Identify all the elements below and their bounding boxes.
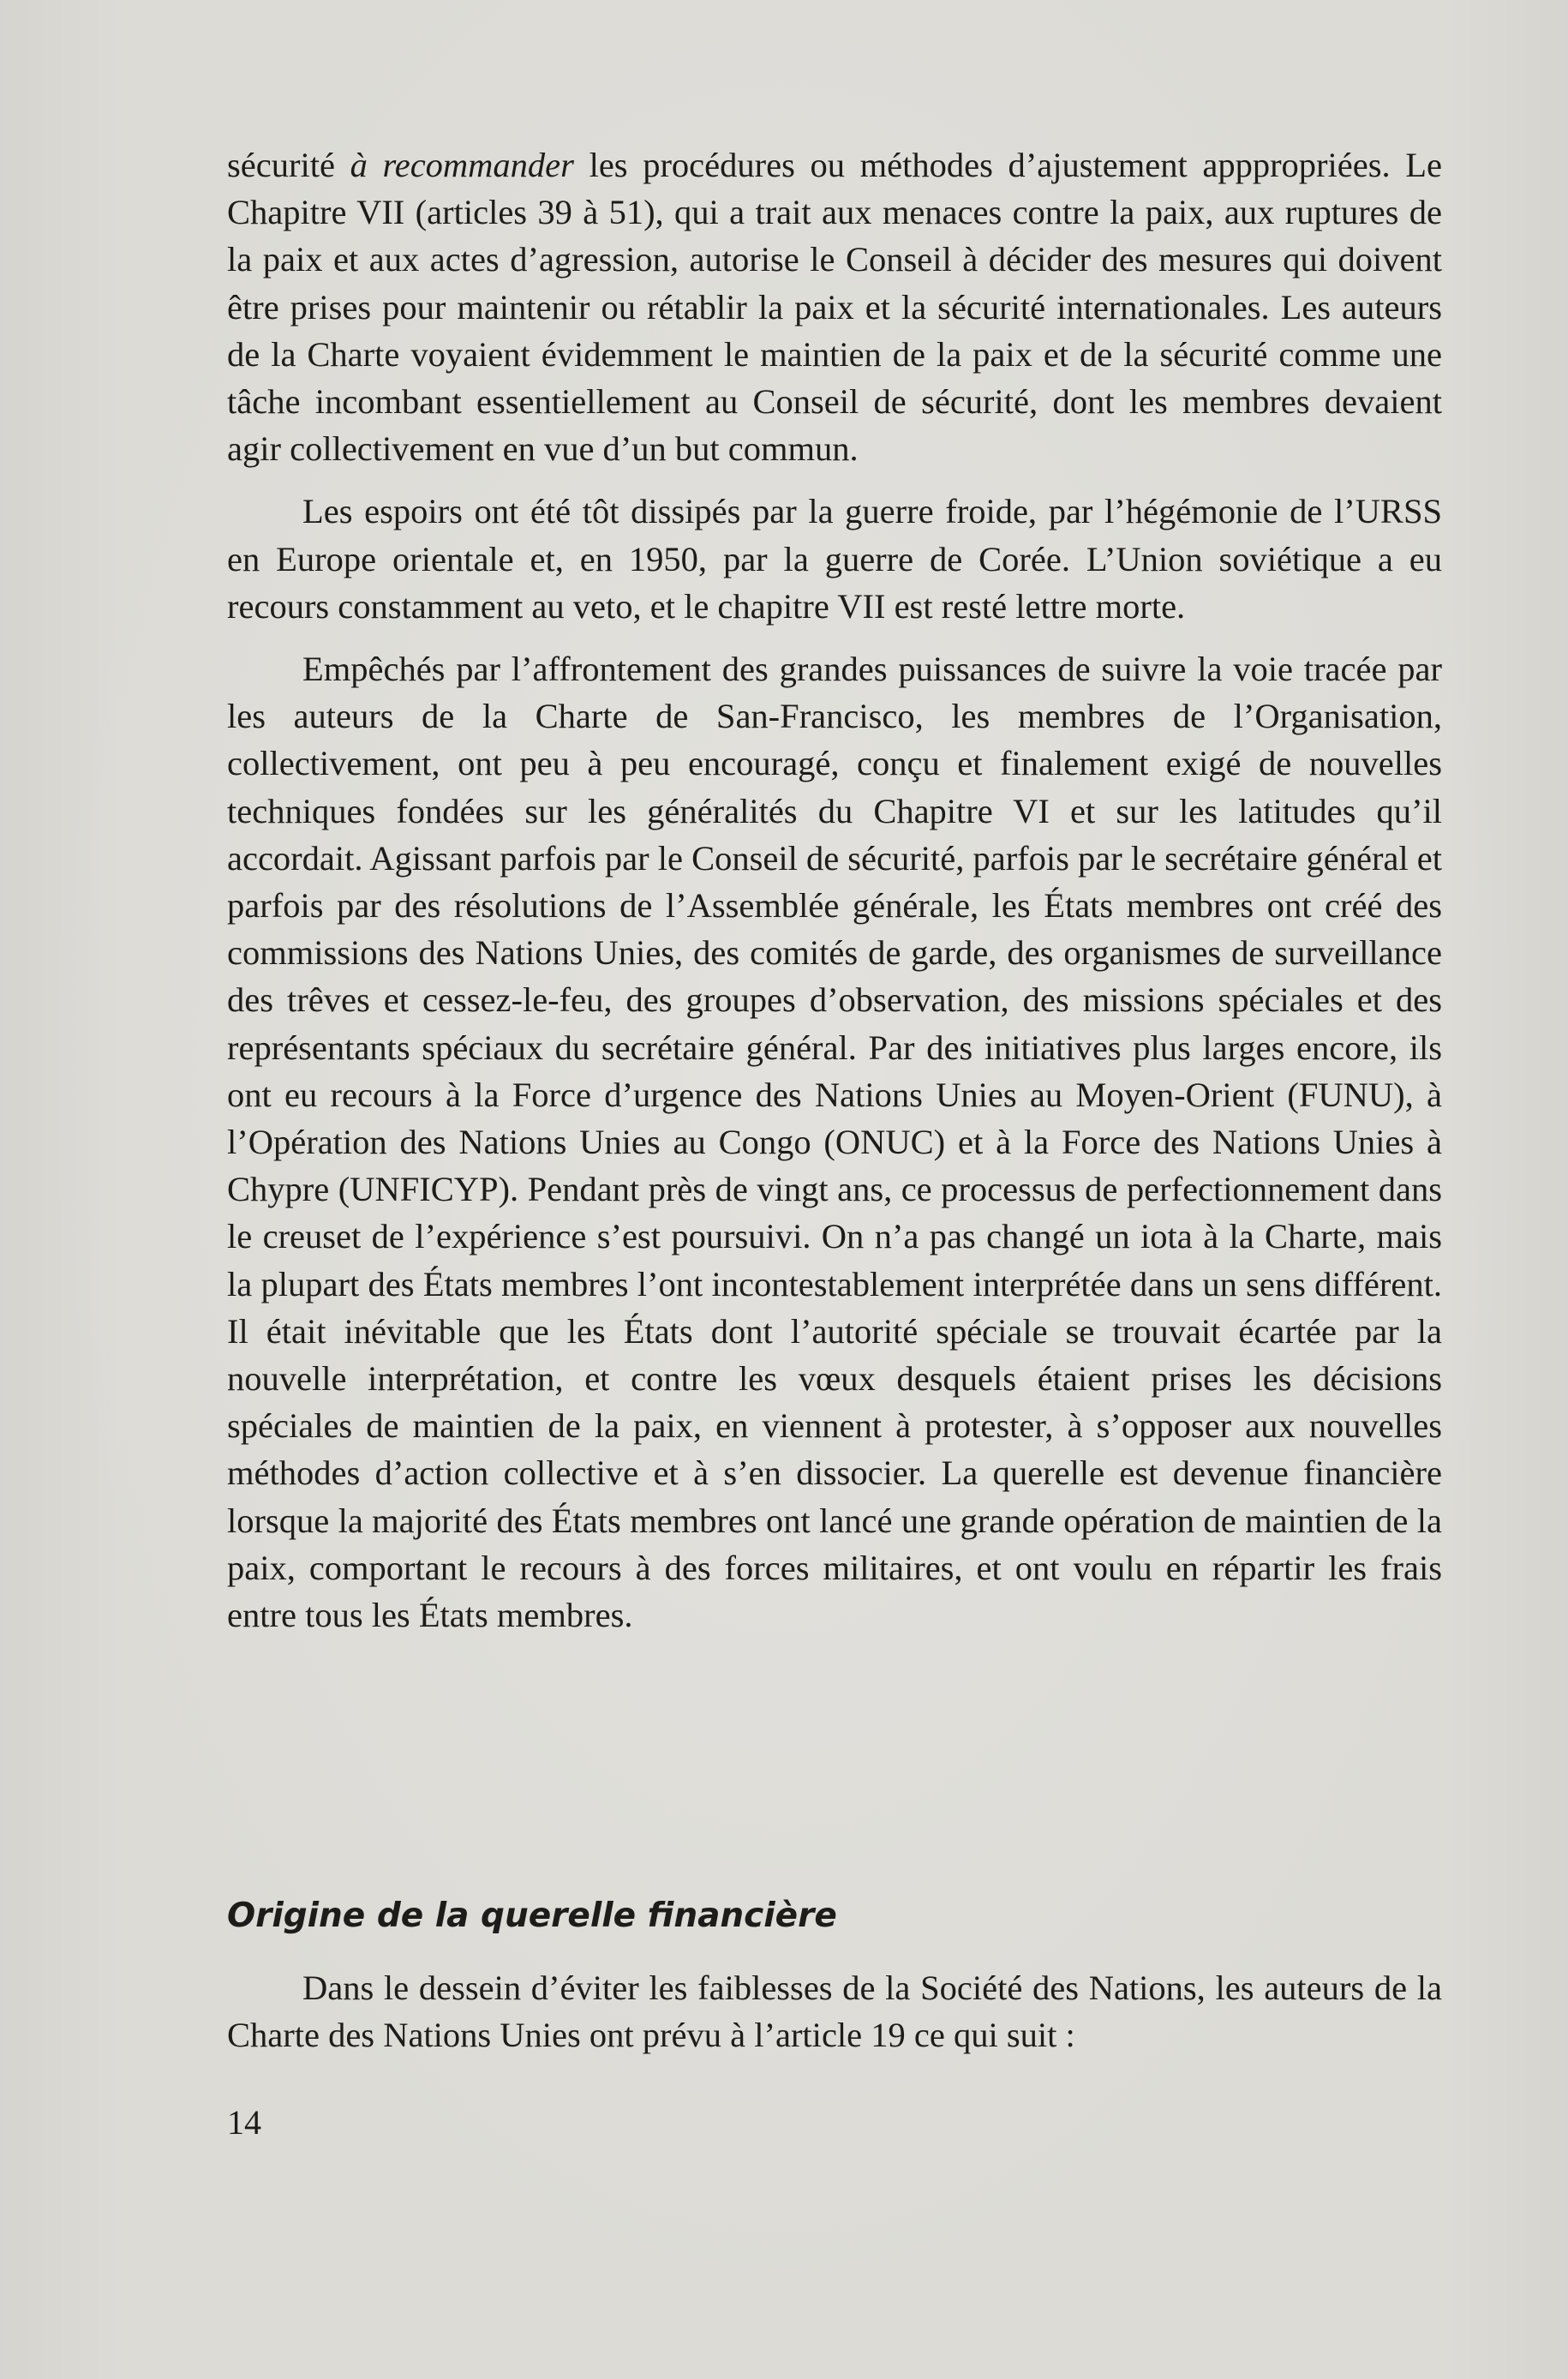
section-heading: Origine de la querelle financière xyxy=(227,1897,837,1935)
paragraph-3: Empêchés par l’affrontement des grandes puissances de suivre la voie tracée par les auteurs de la Charte de San-Francisco, les membres de l’Organisation, collectivement, ont peu à peu encouragé, conçu et finalement exigé de nouvelles techniques fondées sur les généralités du Chapitre VI et sur les latitudes qu’il accordait. Agissant parfois par le Conseil de sécurité, parfois par le secrétaire général et parfois par des résolutions de l’Assemblée générale, les États membres ont créé des commissions des Nations Unies, des comités de garde, des organismes de surveillance des trêves et cessez-le-feu, des groupes d’observation, des missions spéciales et des représentants spéciaux du secrétaire général. Par des initiatives plus larges encore, ils ont eu recours à la Force d’urgence des Nations Unies au Moyen-Orient (FUNU), à l’Opération des Nations Unies au Congo (ONUC) et à la Force des Nations Unies à Chypre (UNFICYP). Pendant près de vingt ans, ce processus de perfectionnement dans le creuset de l’expérience s’est poursuivi. On n’a pas changé un iota à la Charte, mais la plupart des États membres l’ont incontestablement interprétée dans un sens différent. Il était inévitable que les États dont l’autorité spéciale se trouvait écartée par la nouvelle interprétation, et contre les vœux desquels étaient prises les décisions spéciales de maintien de la paix, en viennent à protester, à s’opposer aux nouvelles méthodes d’action collective et à s’en dissocier. La querelle est devenue financière lorsque la majorité des États membres ont lancé une grande opération de maintien de la paix, comportant le recours à des forces militaires, et ont voulu en répartir les frais entre tous les États membres. xyxy=(227,650,1443,1635)
paragraph-1-rest: les procédures ou méthodes d’ajustement apppropriées. Le Chapitre VII (articles 39 à 51), qui a trait aux menaces contre la paix, aux ruptures de la paix et aux actes d’agression, autorise le Conseil à décider des mesures qui doivent être prises pour maintenir ou rétablir la paix et la sécurité internationales. Les auteurs de la Charte voyaient évidemment le maintien de la paix et de la sécurité comme une tâche incombant essentiellement au Conseil de sécurité, dont les membres devaient agir collectivement en vue d’un but commun. xyxy=(227,146,1442,469)
paragraph-4: Dans le dessein d’éviter les faiblesses de la Société des Nations, les auteurs de la Charte des Nations Unies ont prévu à l’article 19 ce qui suit : xyxy=(227,1969,1442,2055)
body-text xyxy=(227,141,1442,1639)
paragraph-2: Les espoirs ont été tôt dissipés par la guerre froide, par l’hégémonie de l’URSS en Europe orientale et, en 1950, par la guerre de Corée. L’Union soviétique a eu recours constamment au veto, et le chapitre VII est resté lettre morte. xyxy=(227,492,1442,626)
paragraph-1 xyxy=(227,141,1442,472)
paragraph-1-start: sécurité xyxy=(227,146,350,184)
paragraph-1-emphasis: à recommander xyxy=(350,146,574,184)
page-number: 14 xyxy=(227,2103,261,2142)
